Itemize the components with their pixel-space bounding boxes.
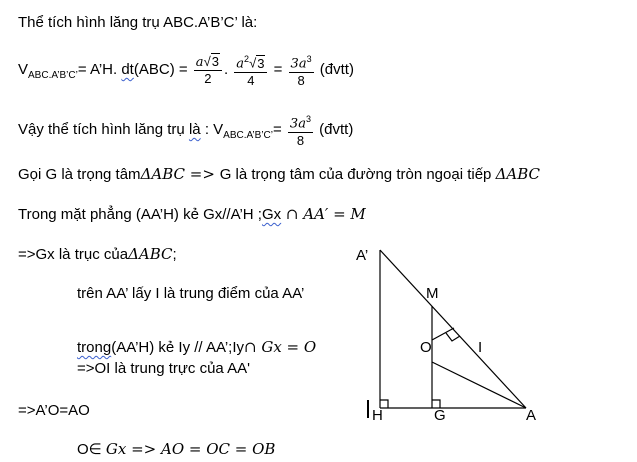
conclusion-subscript: ABC.A’B’C’: [223, 130, 273, 141]
axis-end: ;: [172, 246, 177, 263]
label-o: O: [420, 339, 432, 356]
final-math: Gx => AO = OC = OB: [105, 440, 276, 458]
trong-text: trong: [77, 339, 112, 356]
label-a: A: [526, 407, 537, 424]
eq-sign: =: [273, 61, 283, 78]
label-a-prime: A’: [356, 247, 369, 264]
centroid-text-2: G là trọng tâm của đường tròn ngoại tiếp: [219, 166, 492, 183]
centroid-math-1: ΔABC =>: [140, 165, 220, 183]
iy-text: (AA’H) kẻ Iy // AA’;Iy: [111, 339, 245, 356]
line-iy: [77, 338, 316, 357]
label-i: I: [478, 339, 483, 356]
line-volume-formula: [18, 48, 354, 94]
line-final: [77, 440, 275, 459]
volume-symbol: V: [18, 61, 29, 78]
dot-operator: .: [223, 61, 229, 78]
title-text: Thể tích hình lăng trụ ABC.A’B’C’ là:: [18, 14, 258, 31]
geometry-figure: [350, 240, 550, 430]
conclusion-eq: =: [272, 121, 282, 138]
unit-text: (đvtt): [319, 61, 354, 78]
fraction-2: $\frac{a^2√3}{4}$: [234, 52, 267, 87]
plane-text: Trong mặt phẳng (AA’H) kẻ Gx//A’H ;: [18, 206, 262, 223]
eq-ah: = A’H.: [77, 61, 118, 78]
conclusion-unit: (đvtt): [319, 121, 354, 138]
conclusion-prefix: Vậy thể tích hình lăng trụ: [18, 121, 185, 138]
plane-math: ∩ AA′ = M: [281, 205, 366, 223]
line-perpendicular-bisector: [77, 360, 250, 378]
plane-gx: Gx: [261, 206, 282, 223]
fraction-1: $\frac{a√3}{2}$: [194, 54, 222, 86]
centroid-text: Gọi G là trọng tâm: [18, 166, 141, 183]
axis-math: ΔABC: [128, 245, 173, 263]
line-plane: [18, 205, 366, 224]
line-volume-conclusion: [18, 108, 353, 154]
la-text: là: [188, 121, 201, 138]
line-axis: [18, 245, 177, 264]
final-text: O∈: [77, 441, 106, 458]
axis-text: =>Gx là trục của: [18, 246, 129, 263]
iy-math: ∩ Gx = O: [244, 338, 317, 356]
segment-o-a: [432, 362, 526, 408]
fraction-conclusion: $\frac{3a^3}{8}$: [289, 114, 311, 148]
paren-abc: (ABC) =: [133, 61, 188, 78]
colon-v: : V: [204, 121, 224, 138]
bisector-text: =>OI là trung trực của AA': [77, 360, 250, 377]
line-ao-equal: [18, 402, 90, 420]
centroid-math-2: ΔABC: [495, 165, 541, 183]
fraction-3: $\frac{3a^3}{8}$: [290, 54, 312, 88]
label-m: M: [426, 285, 439, 302]
segment-o-i: [432, 328, 454, 340]
midpoint-text: trên AA’ lấy I là trung điểm của AA’: [77, 285, 305, 302]
ao-equal-text: =>A’O=AO: [18, 402, 90, 419]
volume-subscript: ABC.A’B’C’: [28, 70, 78, 81]
line-midpoint: [77, 285, 304, 303]
line-title: [18, 14, 257, 32]
label-g: G: [434, 407, 446, 424]
dt-text: dt: [121, 61, 134, 78]
line-centroid: [18, 165, 540, 184]
label-h: H: [372, 407, 383, 424]
